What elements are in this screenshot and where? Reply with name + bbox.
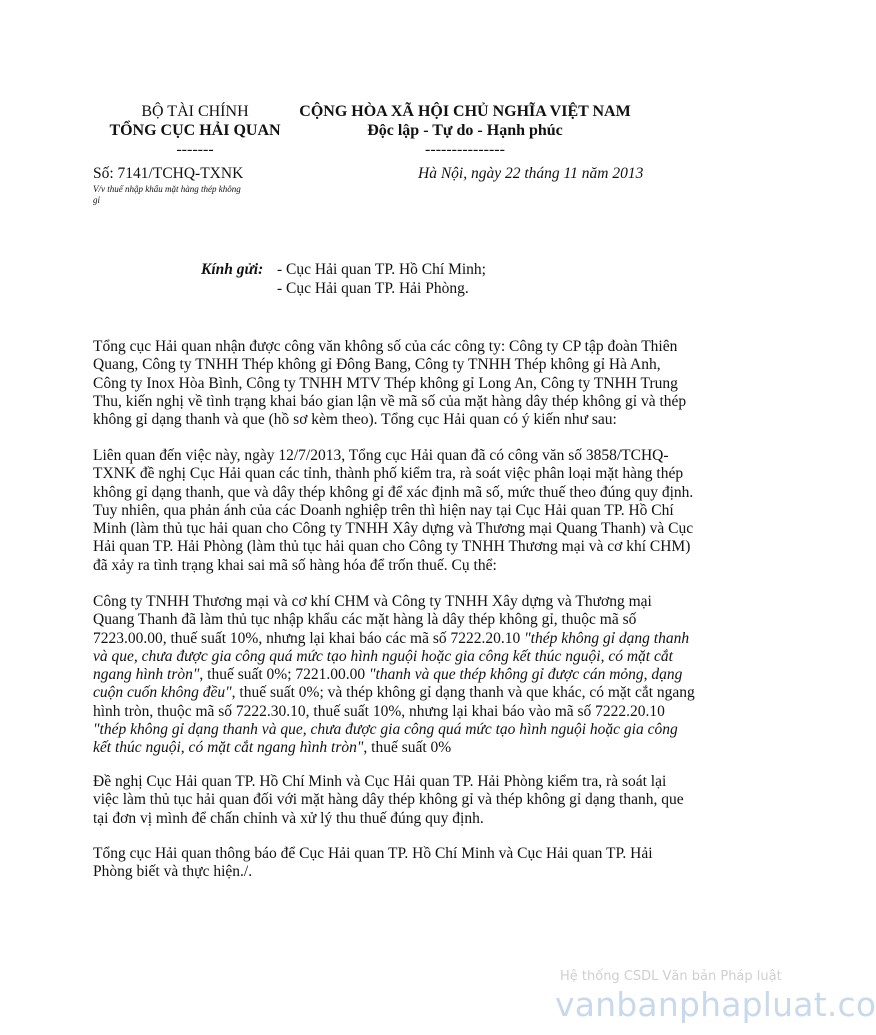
quoted-description: cuộn cuốn không đều"	[93, 684, 232, 702]
header-right-separator: ---------------	[425, 141, 505, 158]
paragraph-line	[93, 739, 718, 757]
paragraph-line: Tổng cục Hải quan thông báo để Cục Hải quan TP. Hồ Chí Minh và Cục Hải quan TP. Hải	[93, 845, 653, 862]
paragraph-line: hình tròn, thuộc mã số 7222.30.10, thuế suất 10%, nhưng lại khai báo vào mã số 7222.20.10	[93, 702, 665, 720]
national-motto: Độc lập - Tự do - Hạnh phúc	[367, 122, 563, 139]
issuing-agency-block	[95, 102, 295, 159]
quoted-description: kết thúc nguội, có mặt cắt ngang hình tròn"	[93, 739, 364, 757]
paragraph-line: Công ty Inox Hòa Bình, Công ty TNHH MTV Thép không gỉ Long An, Công ty TNHH Trung	[93, 374, 678, 392]
header-left-separator: -------	[176, 141, 214, 158]
quoted-description: ngang hình tròn"	[93, 666, 200, 684]
text-run: , thuế suất 0%; 7221.00.00	[199, 666, 370, 684]
text-run: , thuế suất 0%	[363, 739, 452, 757]
agency-name: TỔNG CỤC HẢI QUAN	[109, 122, 281, 139]
recipient-item: - Cục Hải quan TP. Hồ Chí Minh;	[277, 261, 486, 278]
document-date: Hà Nội, ngày 22 tháng 11 năm 2013	[418, 165, 644, 182]
document-subject	[93, 184, 283, 206]
paragraph-line: Minh (làm thủ tục hải quan cho Công ty TNHH Xây dựng và Thương mại Quang Thanh) và Cục	[93, 520, 694, 538]
paragraph-line: không gỉ dạng thanh và que (hồ sơ kèm theo). Tổng cục Hải quan có ý kiến như sau:	[93, 411, 617, 429]
paragraph-line: tại đơn vị mình để chấn chỉnh và xử lý thu thuế đúng quy định.	[93, 809, 484, 827]
paragraph-line: Quang Thanh đã làm thủ tục nhập khẩu các mặt hàng là dây thép không gỉ, thuộc mã số	[93, 611, 637, 629]
paragraph-details	[93, 593, 718, 758]
paragraph-line: Tuy nhiên, qua phản ánh của các Doanh nghiệp trên thì hiện nay tại Cục Hải quan TP. Hồ Chí	[93, 501, 674, 519]
paragraph-line: Công ty TNHH Thương mại và cơ khí CHM và Công ty TNHH Xây dựng và Thương mại	[93, 593, 652, 610]
paragraph-line	[93, 666, 718, 684]
paragraph-line: Quang, Công ty TNHH Thép không gỉ Đông Bang, Công ty TNHH Thép không gỉ Hà Anh,	[93, 356, 661, 374]
paragraph-line	[93, 684, 718, 702]
quoted-description: "thanh và que thép không gỉ được cán mỏng, dạng	[369, 666, 683, 684]
paragraph-line: Tổng cục Hải quan nhận được công văn không số của các công ty: Công ty CP tập đoàn Thiên	[93, 338, 678, 355]
paragraph-line: không gỉ dạng thanh, que và dây thép không gỉ để xác định mã số, mức thuế theo đúng quy định.	[93, 483, 694, 501]
country-name: CỘNG HÒA XÃ HỘI CHỦ NGHĨA VIỆT NAM	[299, 103, 631, 120]
text-run: , thuế suất 0%; và thép không gỉ dạng thanh và que khác, có mặt cắt ngang	[231, 684, 695, 702]
quoted-description: "thép không gỉ dạng thanh	[524, 629, 690, 647]
paragraph-line: đã xảy ra tình trạng khai sai mã số hàng hóa để trốn thuế. Cụ thể:	[93, 556, 497, 574]
text-run: 7223.00.00, thuế suất 10%, nhưng lại khai báo các mã số 7222.20.10	[93, 629, 525, 647]
document-subject-line: V/v thuế nhập khẩu mặt hàng thép không	[93, 184, 241, 194]
paragraph-line: Liên quan đến việc này, ngày 12/7/2013, Tổng cục Hải quan đã có công văn số 3858/TCHQ-	[93, 447, 669, 464]
paragraph-intro	[93, 338, 718, 429]
paragraph-request	[93, 773, 718, 828]
paragraph-line: Đề nghị Cục Hải quan TP. Hồ Chí Minh và Cục Hải quan TP. Hải Phòng kiểm tra, rà soát lại	[93, 773, 667, 790]
quoted-description: và que, chưa được gia công quá mức tạo hình nguội hoặc gia công kết thúc nguội, có mặt cắt	[93, 647, 673, 665]
paragraph-line: việc làm thủ tục hải quan đối với mặt hàng dây thép không gỉ và thép không gỉ dạng thanh, que	[93, 791, 684, 809]
paragraph-line: TXNK đề nghị Cục Hải quan các tỉnh, thành phố kiểm tra, rà soát việc phân loại mặt hàng thép	[93, 465, 684, 483]
paragraph-closing	[93, 845, 718, 882]
paragraph-line	[93, 630, 718, 648]
watermark-site: vanbanphapluat.co	[555, 985, 876, 1024]
national-title-block	[295, 102, 635, 159]
paragraph-line: Thu, kiến nghị về tình trạng khai báo gian lận về mã số của mặt hàng dây thép không gỉ và thép	[93, 392, 687, 410]
document-number: Số: 7141/TCHQ-TXNK	[93, 165, 244, 182]
paragraph-line: Phòng biết và thực hiện./.	[93, 863, 253, 881]
quoted-description: "thép không gỉ dạng thanh và que, chưa được gia công quá mức tạo hình nguội hoặc gia công	[93, 721, 678, 739]
recipient-item: - Cục Hải quan TP. Hải Phòng.	[277, 280, 469, 297]
document-subject-line: gỉ	[93, 195, 101, 205]
recipients-label: Kính gửi:	[201, 261, 264, 278]
ministry-name: BỘ TÀI CHÍNH	[141, 103, 249, 120]
watermark-caption: Hệ thống CSDL Văn bản Pháp luật	[560, 969, 782, 984]
paragraph-background	[93, 447, 718, 575]
paragraph-line: Hải quan TP. Hải Phòng (làm thủ tục hải quan cho Công ty TNHH Thương mại và cơ khí CHM)	[93, 538, 691, 556]
